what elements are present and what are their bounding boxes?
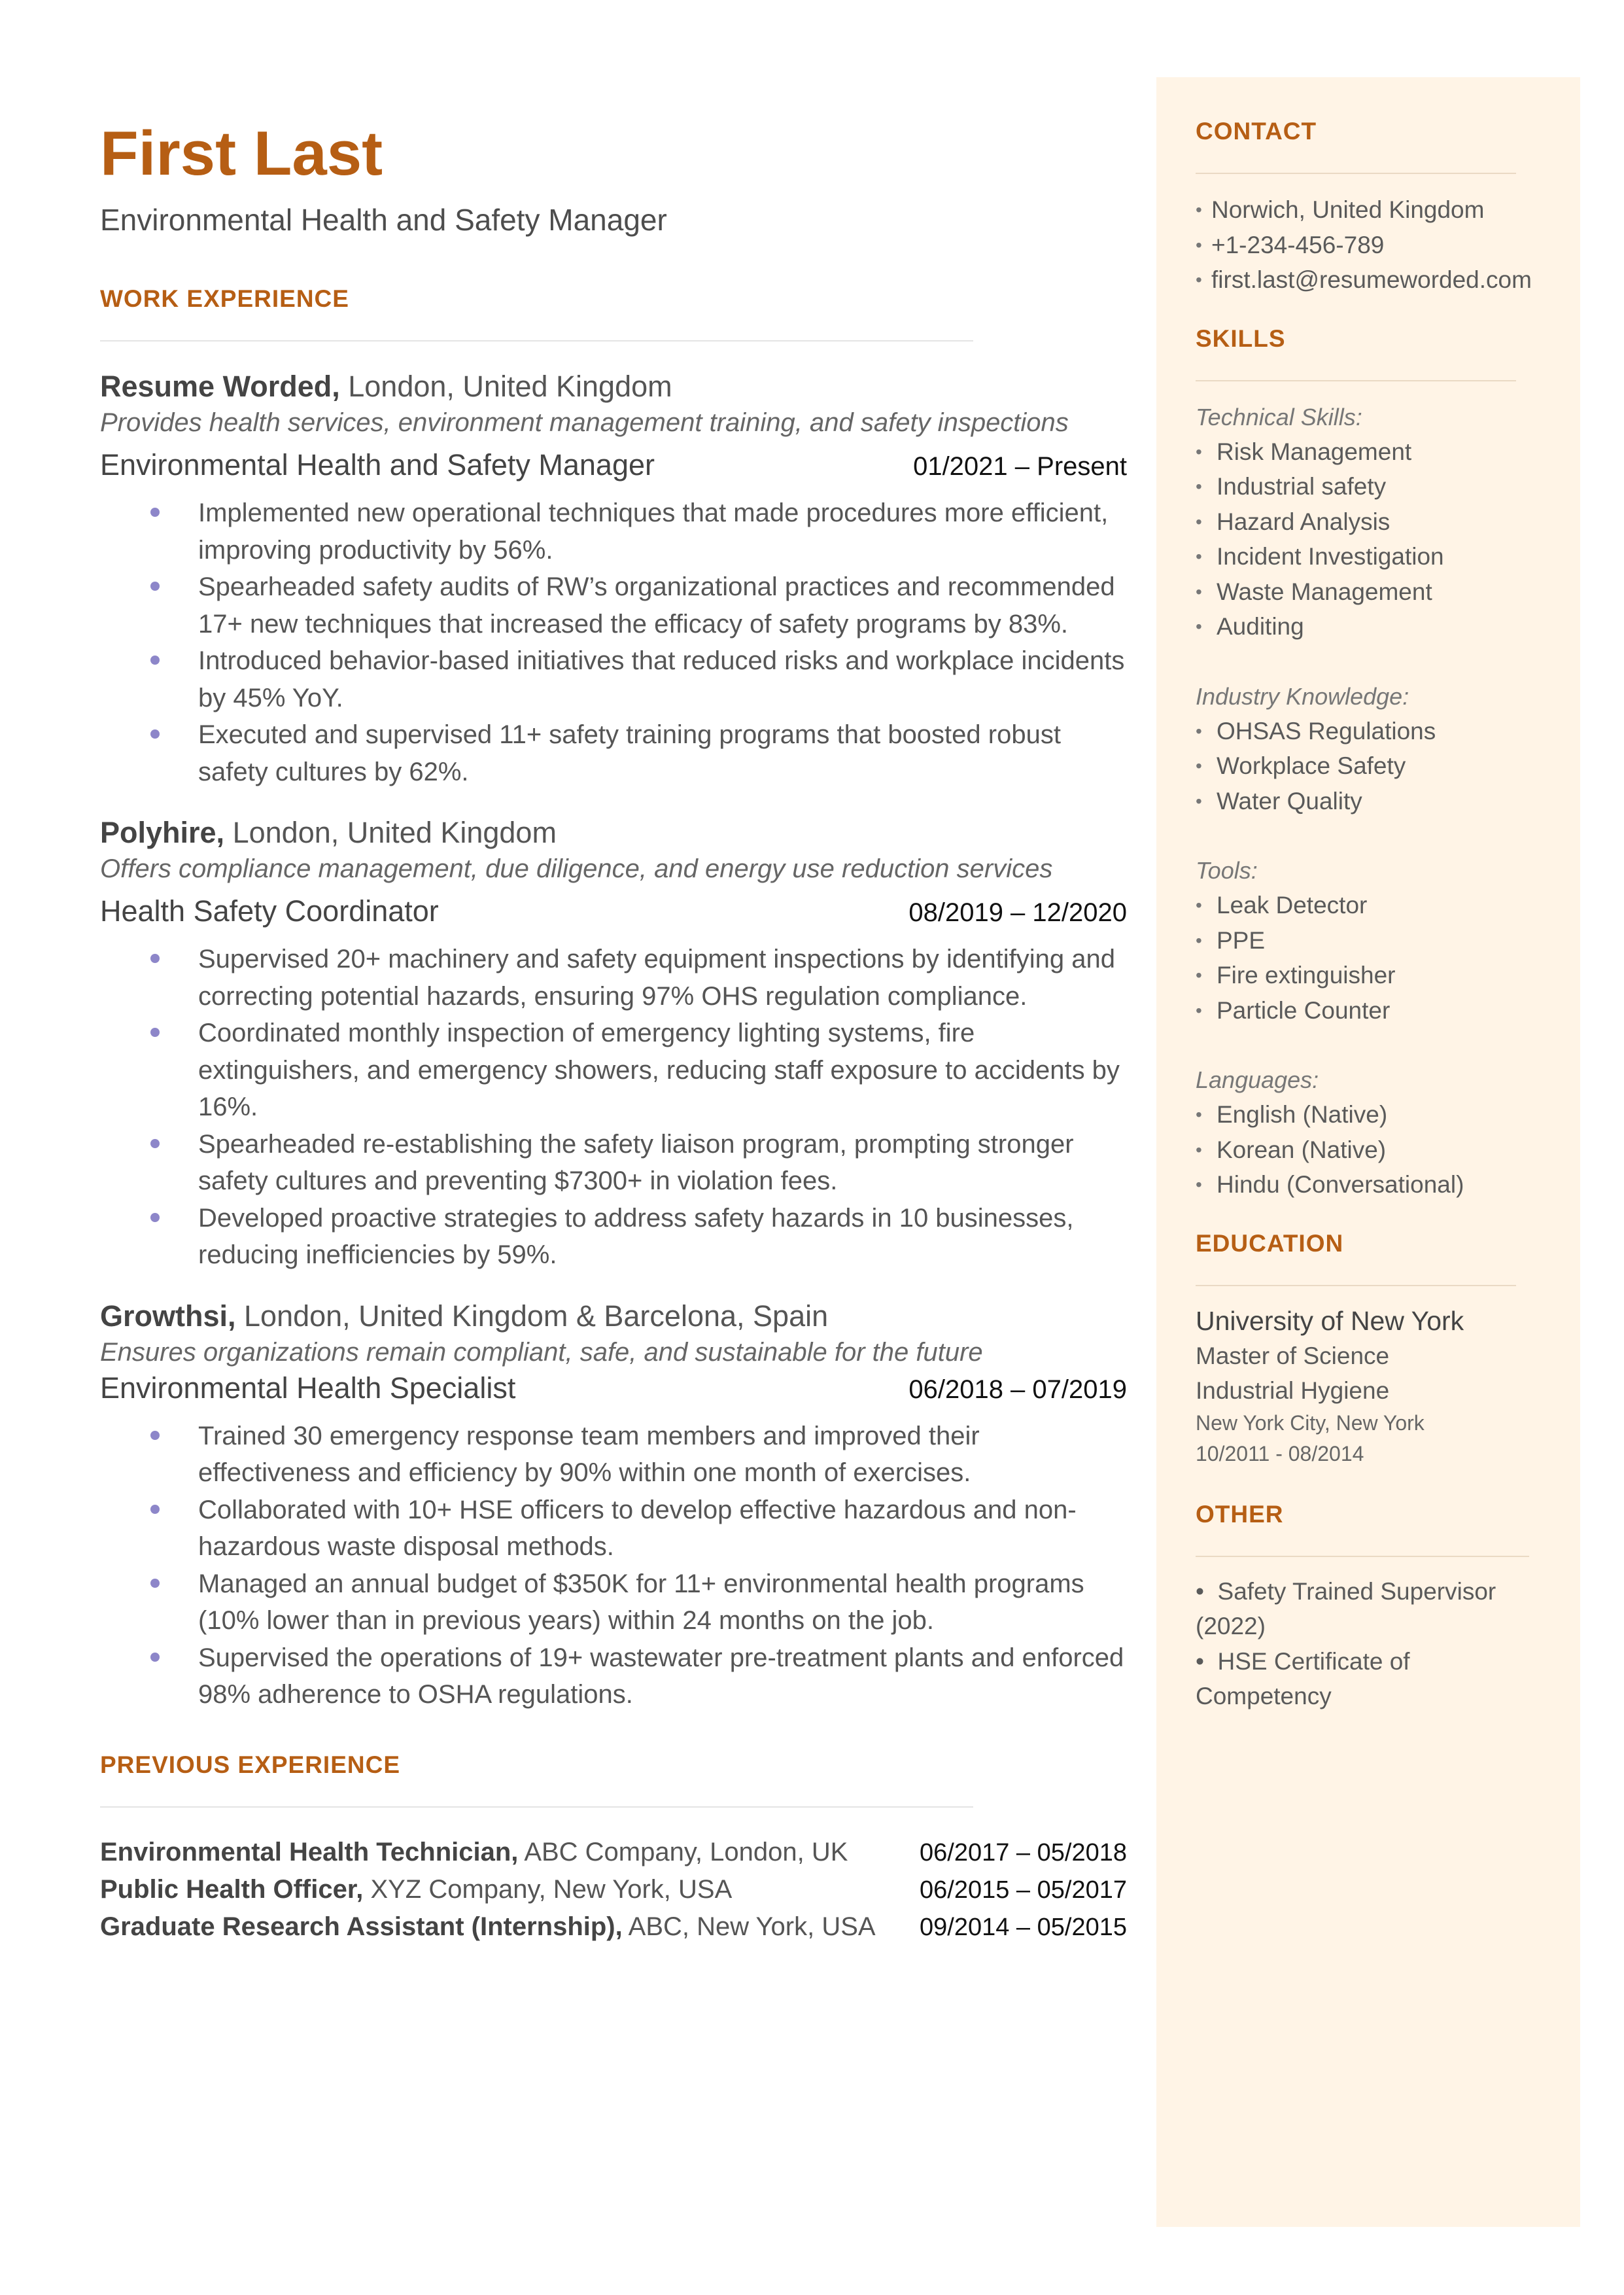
role-title: Health Safety Coordinator xyxy=(100,894,439,928)
education-school: University of New York xyxy=(1196,1305,1464,1336)
previous-org: ABC Company, London, UK xyxy=(518,1837,848,1866)
bullet-dot-icon xyxy=(150,582,160,591)
candidate-name: First Last xyxy=(100,118,383,188)
bullet-item: Supervised the operations of 19+ wastewater pre-treatment plants and enforced 98% adherence to OSHA regulations. xyxy=(100,1639,1127,1713)
previous-role: Public Health Officer, xyxy=(100,1874,364,1904)
bullet-dot-icon xyxy=(150,1579,160,1588)
skill-item: • Industrial safety xyxy=(1196,469,1549,504)
bullet-item: Introduced behavior-based initiatives that reduced risks and workplace incidents by 45% YoY. xyxy=(100,642,1127,716)
job-entry xyxy=(100,814,1127,1274)
role-title: Environmental Health Specialist xyxy=(100,1371,516,1405)
section-divider xyxy=(100,340,973,342)
sidebar-content xyxy=(1196,116,1549,1714)
job-entry xyxy=(100,368,1127,790)
bullet-dot-icon xyxy=(150,1139,160,1148)
skills-category: Languages: xyxy=(1196,1066,1319,1093)
education-dates: 10/2011 - 08/2014 xyxy=(1196,1441,1364,1465)
company-tagline: Provides health services, environment management training, and safety inspections xyxy=(100,408,1069,437)
skill-item: • Workplace Safety xyxy=(1196,748,1549,784)
education-entry xyxy=(1196,1303,1549,1469)
section-divider xyxy=(1196,173,1516,174)
education-field: Industrial Hygiene xyxy=(1196,1376,1390,1404)
job-company-line xyxy=(100,1297,1127,1335)
job-bullets xyxy=(100,941,1127,1274)
skill-item: • Water Quality xyxy=(1196,784,1549,819)
candidate-title: Environmental Health and Safety Manager xyxy=(100,203,667,237)
bullet-dot-icon xyxy=(150,1431,160,1440)
role-title: Environmental Health and Safety Manager xyxy=(100,448,655,482)
bullet-item: Trained 30 emergency response team members and improved their effectiveness and efficiency by 90% within one month of exercises. xyxy=(100,1418,1127,1492)
section-divider xyxy=(100,1806,973,1808)
bullet-item: Developed proactive strategies to address safety hazards in 10 businesses, reducing inefficiencies by 59%. xyxy=(100,1200,1127,1274)
skill-item: • English (Native) xyxy=(1196,1097,1549,1132)
contact-phone: • +1-234-456-789 xyxy=(1196,228,1549,263)
bullet-dot-icon xyxy=(150,1213,160,1222)
skill-item: • OHSAS Regulations xyxy=(1196,714,1549,749)
previous-role: Graduate Research Assistant (Internship), xyxy=(100,1912,623,1941)
section-divider xyxy=(1196,1285,1516,1286)
work-experience-heading: WORK EXPERIENCE xyxy=(100,285,349,312)
skill-item: • Hindu (Conversational) xyxy=(1196,1167,1549,1202)
company-location: London, United Kingdom & Barcelona, Spain xyxy=(235,1299,829,1333)
role-dates: 08/2019 – 12/2020 xyxy=(908,898,1127,927)
skill-item: • Risk Management xyxy=(1196,434,1549,470)
contact-email[interactable]: • first.last@resumeworded.com xyxy=(1196,262,1549,298)
section-divider xyxy=(1196,380,1516,381)
previous-experience-row xyxy=(100,1834,1127,1871)
skills-heading: SKILLS xyxy=(1196,324,1286,352)
contact-location: • Norwich, United Kingdom xyxy=(1196,192,1549,228)
skill-item: • Korean (Native) xyxy=(1196,1132,1549,1168)
bullet-item: Implemented new operational techniques that made procedures more efficient, improving productivity by 56%. xyxy=(100,495,1127,569)
bullet-dot-icon xyxy=(150,1653,160,1662)
job-bullets xyxy=(100,1418,1127,1713)
previous-role: Environmental Health Technician, xyxy=(100,1837,519,1866)
section-divider xyxy=(1196,1556,1529,1557)
other-item: • HSE Certificate of Competency xyxy=(1196,1647,1410,1709)
job-company-line xyxy=(100,814,1127,852)
skill-item: • Waste Management xyxy=(1196,574,1549,610)
bullet-item: Managed an annual budget of $350K for 11+ environmental health programs (10% lower than in previous years) within 24 months on the job. xyxy=(100,1566,1127,1639)
education-heading: EDUCATION xyxy=(1196,1229,1344,1257)
skill-item: • Auditing xyxy=(1196,609,1549,644)
bullet-item: Executed and supervised 11+ safety training programs that boosted robust safety cultures by 62%. xyxy=(100,716,1127,790)
contact-list xyxy=(1196,192,1549,298)
skill-item: • Fire extinguisher xyxy=(1196,958,1549,993)
other-heading: OTHER xyxy=(1196,1500,1284,1528)
skills-category: Technical Skills: xyxy=(1196,403,1362,430)
main-column xyxy=(100,118,1127,1946)
bullet-dot-icon xyxy=(150,954,160,963)
contact-heading: CONTACT xyxy=(1196,118,1317,145)
skills-list xyxy=(1196,714,1549,819)
bullet-item: Coordinated monthly inspection of emergency lighting systems, fire extinguishers, and emergency showers, reducing staff exposure to accidents by 16%. xyxy=(100,1015,1127,1126)
other-item: • Safety Trained Supervisor (2022) xyxy=(1196,1577,1496,1639)
company-name: Growthsi, xyxy=(100,1299,236,1333)
company-tagline: Offers compliance management, due diligence, and energy use reduction services xyxy=(100,854,1053,883)
previous-org: XYZ Company, New York, USA xyxy=(363,1874,733,1904)
bullet-dot-icon xyxy=(150,656,160,665)
role-row xyxy=(100,446,1127,485)
bullet-item: Supervised 20+ machinery and safety equipment inspections by identifying and correcting potential hazards, ensuring 97% OHS regulation compliance. xyxy=(100,941,1127,1015)
skill-item: • Incident Investigation xyxy=(1196,539,1549,574)
skills-category: Tools: xyxy=(1196,857,1258,884)
sidebar xyxy=(1156,77,1580,2227)
skill-item: • Hazard Analysis xyxy=(1196,504,1549,540)
skill-item: • Particle Counter xyxy=(1196,993,1549,1028)
role-dates: 01/2021 – Present xyxy=(913,452,1127,481)
previous-org: ABC, New York, USA xyxy=(622,1912,876,1941)
bullet-dot-icon xyxy=(150,729,160,739)
role-dates: 06/2018 – 07/2019 xyxy=(908,1375,1127,1404)
skill-item: • PPE xyxy=(1196,923,1549,958)
education-location: New York City, New York xyxy=(1196,1410,1425,1435)
job-entry xyxy=(100,1297,1127,1713)
bullet-item: Collaborated with 10+ HSE officers to develop effective hazardous and non-hazardous waste disposal methods. xyxy=(100,1492,1127,1566)
company-location: London, United Kingdom xyxy=(224,816,557,849)
company-location: London, United Kingdom xyxy=(339,370,672,403)
other-list xyxy=(1196,1574,1536,1714)
bullet-dot-icon xyxy=(150,1505,160,1514)
skills-category: Industry Knowledge: xyxy=(1196,682,1409,710)
previous-dates: 06/2017 – 05/2018 xyxy=(920,1838,1127,1866)
bullet-item: Spearheaded re-establishing the safety liaison program, prompting stronger safety cultures and preventing $7300+ in violation fees. xyxy=(100,1126,1127,1200)
company-name: Resume Worded, xyxy=(100,370,340,403)
skills-list xyxy=(1196,888,1549,1028)
role-row xyxy=(100,892,1127,932)
previous-dates: 06/2015 – 05/2017 xyxy=(920,1876,1127,1904)
skill-item: • Leak Detector xyxy=(1196,888,1549,923)
previous-experience-list xyxy=(100,1834,1127,1946)
skills-list xyxy=(1196,1097,1549,1202)
bullet-dot-icon xyxy=(150,1028,160,1037)
job-company-line xyxy=(100,368,1127,406)
company-name: Polyhire, xyxy=(100,816,225,849)
previous-experience-heading: PREVIOUS EXPERIENCE xyxy=(100,1751,401,1778)
education-degree: Master of Science xyxy=(1196,1342,1390,1369)
previous-dates: 09/2014 – 05/2015 xyxy=(920,1913,1127,1941)
bullet-dot-icon xyxy=(150,508,160,517)
role-row xyxy=(100,1369,1127,1409)
previous-experience-row xyxy=(100,1871,1127,1908)
bullet-item: Spearheaded safety audits of RW’s organizational practices and recommended 17+ new techniques that increased the efficacy of safety programs by 83%. xyxy=(100,569,1127,642)
company-tagline: Ensures organizations remain compliant, safe, and sustainable for the future xyxy=(100,1337,983,1367)
skills-list xyxy=(1196,434,1549,644)
previous-experience-row xyxy=(100,1908,1127,1946)
job-bullets xyxy=(100,495,1127,790)
